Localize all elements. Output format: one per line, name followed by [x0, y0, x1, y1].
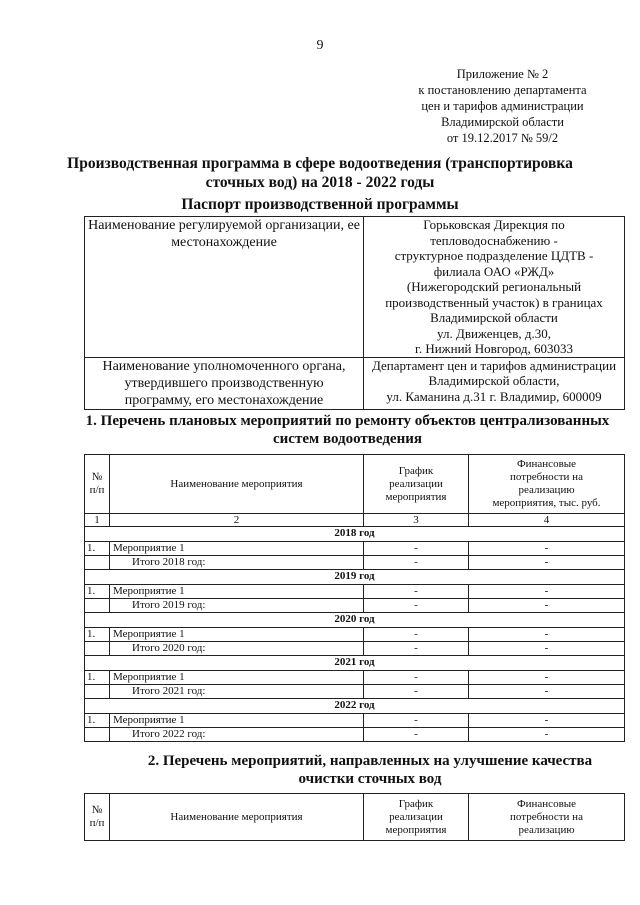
- header-text: мероприятия, тыс. руб.: [492, 497, 601, 509]
- section1-title: [70, 412, 625, 448]
- schedule-value: -: [364, 642, 469, 656]
- finance-value: -: [469, 642, 625, 656]
- measure-name: Мероприятие 1: [110, 542, 364, 556]
- empty-cell: [85, 599, 110, 613]
- header-num: [85, 455, 110, 514]
- header-num: [85, 794, 110, 841]
- appendix-block: [380, 66, 625, 146]
- year-label: 2018 год: [85, 527, 625, 542]
- header-name: Наименование мероприятия: [110, 455, 364, 514]
- column-number: 3: [364, 514, 469, 527]
- table-row: [85, 671, 625, 685]
- total-row: [85, 642, 625, 656]
- section1-title-line: 1. Перечень плановых мероприятий по ремонту объектов централизованных: [85, 413, 610, 429]
- row-number: 1.: [85, 628, 110, 642]
- schedule-value: -: [364, 714, 469, 728]
- schedule-value: -: [364, 556, 469, 570]
- year-row: [85, 656, 625, 671]
- header-finance: [469, 794, 625, 841]
- header-text: мероприятия: [385, 490, 447, 503]
- schedule-value: -: [364, 599, 469, 613]
- appendix-line: Приложение № 2: [456, 67, 549, 81]
- header-schedule: [364, 455, 469, 514]
- row-number: 1.: [85, 714, 110, 728]
- header-text: реализации: [389, 477, 443, 490]
- measure-name: Мероприятие 1: [110, 628, 364, 642]
- org-line: производственный участок) в границах: [385, 294, 603, 310]
- year-label: 2020 год: [85, 613, 625, 628]
- column-number-row: [85, 514, 625, 527]
- header-text: №: [91, 471, 103, 483]
- section2-title: [110, 752, 630, 788]
- authority-line: Владимирской области,: [428, 373, 560, 388]
- header-text: №: [91, 804, 103, 816]
- organization-value: [364, 217, 625, 358]
- finance-value: -: [469, 628, 625, 642]
- header-text: Финансовые: [516, 797, 577, 810]
- header-text: реализацию: [518, 823, 575, 836]
- column-number: 1: [85, 514, 110, 527]
- schedule-value: -: [364, 685, 469, 699]
- row-number: 1.: [85, 671, 110, 685]
- schedule-value: -: [364, 585, 469, 599]
- authority-line: Департамент цен и тарифов администрации: [371, 357, 617, 373]
- org-line: ул. Движенцев, д.30,: [437, 325, 551, 341]
- authority-label: [85, 357, 364, 409]
- authority-label-line: утвердившего производственную: [124, 375, 324, 391]
- column-number: 4: [469, 514, 625, 527]
- year-label: 2019 год: [85, 570, 625, 585]
- finance-value: -: [469, 685, 625, 699]
- measure-name: Мероприятие 1: [110, 714, 364, 728]
- year-label: 2022 год: [85, 699, 625, 714]
- header-text: мероприятия: [385, 823, 447, 836]
- year-row: [85, 527, 625, 542]
- passport-heading: Паспорт производственной программы: [181, 196, 459, 213]
- section2-title-line: очистки сточных вод: [298, 771, 442, 787]
- table-header-row: [85, 794, 625, 841]
- appendix-line: к постановлению департамента: [418, 83, 587, 97]
- schedule-value: -: [364, 728, 469, 742]
- table-header-row: [85, 455, 625, 514]
- total-row: [85, 599, 625, 613]
- total-label: Итого 2018 год:: [110, 556, 364, 570]
- empty-cell: [85, 556, 110, 570]
- title-line: сточных вод) на 2018 - 2022 годы: [205, 174, 435, 191]
- table-row: [85, 542, 625, 556]
- header-text: потребности на: [510, 471, 583, 483]
- header-schedule: [364, 794, 469, 841]
- org-line: тепловодоснабжению -: [430, 232, 558, 248]
- measure-name: Мероприятие 1: [110, 671, 364, 685]
- year-row: [85, 699, 625, 714]
- section2-title-line: 2. Перечень мероприятий, направленных на улучшение качества: [147, 753, 593, 769]
- passport-row: [85, 217, 625, 358]
- org-line: (Нижегородский региональный: [406, 279, 582, 294]
- header-text: п/п: [89, 817, 105, 829]
- total-label: Итого 2022 год:: [110, 728, 364, 742]
- schedule-value: -: [364, 671, 469, 685]
- empty-cell: [85, 685, 110, 699]
- page-number: 9: [316, 38, 324, 53]
- header-text: реализацию: [518, 484, 575, 496]
- header-text: реализации: [389, 810, 443, 823]
- schedule-value: -: [364, 542, 469, 556]
- year-label: 2021 год: [85, 656, 625, 671]
- finance-value: -: [469, 556, 625, 570]
- title-line: Производственная программа в сфере водоотведения (транспортировка: [67, 155, 573, 172]
- org-line: структурное подразделение ЦДТВ -: [394, 248, 594, 263]
- table-row: [85, 714, 625, 728]
- org-line: г. Нижний Новгород, 603033: [414, 341, 574, 356]
- appendix-line: от 19.12.2017 № 59/2: [446, 131, 559, 145]
- column-number: 2: [110, 514, 364, 527]
- org-line: Владимирской области: [430, 310, 558, 325]
- authority-label-line: Наименование уполномоченного органа,: [102, 358, 346, 374]
- authority-label-line: программу, его местонахождение: [124, 392, 324, 408]
- passport-row: [85, 357, 625, 409]
- quality-measures-table: [84, 793, 625, 841]
- finance-value: -: [469, 542, 625, 556]
- header-name: Наименование мероприятия: [110, 794, 364, 841]
- section1-title-line: систем водоотведения: [273, 431, 422, 447]
- authority-value: [364, 357, 625, 409]
- finance-value: -: [469, 671, 625, 685]
- measure-name: Мероприятие 1: [110, 585, 364, 599]
- header-text: График: [398, 797, 434, 810]
- total-row: [85, 556, 625, 570]
- total-row: [85, 685, 625, 699]
- header-text: График: [398, 464, 434, 477]
- table-row: [85, 585, 625, 599]
- document-title: [60, 154, 580, 192]
- repair-measures-table: [84, 454, 625, 742]
- total-label: Итого 2019 год:: [110, 599, 364, 613]
- finance-value: -: [469, 599, 625, 613]
- finance-value: -: [469, 714, 625, 728]
- organization-label: Наименование регулируемой организации, ее местонахождение: [85, 217, 364, 358]
- year-row: [85, 570, 625, 585]
- appendix-line: цен и тарифов администрации: [421, 99, 584, 113]
- schedule-value: -: [364, 628, 469, 642]
- finance-value: -: [469, 728, 625, 742]
- row-number: 1.: [85, 585, 110, 599]
- table-row: [85, 628, 625, 642]
- empty-cell: [85, 642, 110, 656]
- total-label: Итого 2020 год:: [110, 642, 364, 656]
- header-finance: [469, 455, 625, 514]
- header-text: потребности на: [510, 810, 583, 823]
- total-label: Итого 2021 год:: [110, 685, 364, 699]
- row-number: 1.: [85, 542, 110, 556]
- empty-cell: [85, 728, 110, 742]
- org-line: Горьковская Дирекция по: [423, 217, 565, 232]
- org-line: филиала ОАО «РЖД»: [433, 263, 555, 279]
- finance-value: -: [469, 585, 625, 599]
- year-row: [85, 613, 625, 628]
- header-text: Финансовые: [516, 458, 577, 470]
- total-row: [85, 728, 625, 742]
- appendix-line: Владимирской области: [441, 115, 564, 129]
- passport-table: [84, 216, 625, 410]
- header-text: п/п: [89, 484, 105, 496]
- authority-line: ул. Каманина д.31 г. Владимир, 600009: [386, 388, 602, 404]
